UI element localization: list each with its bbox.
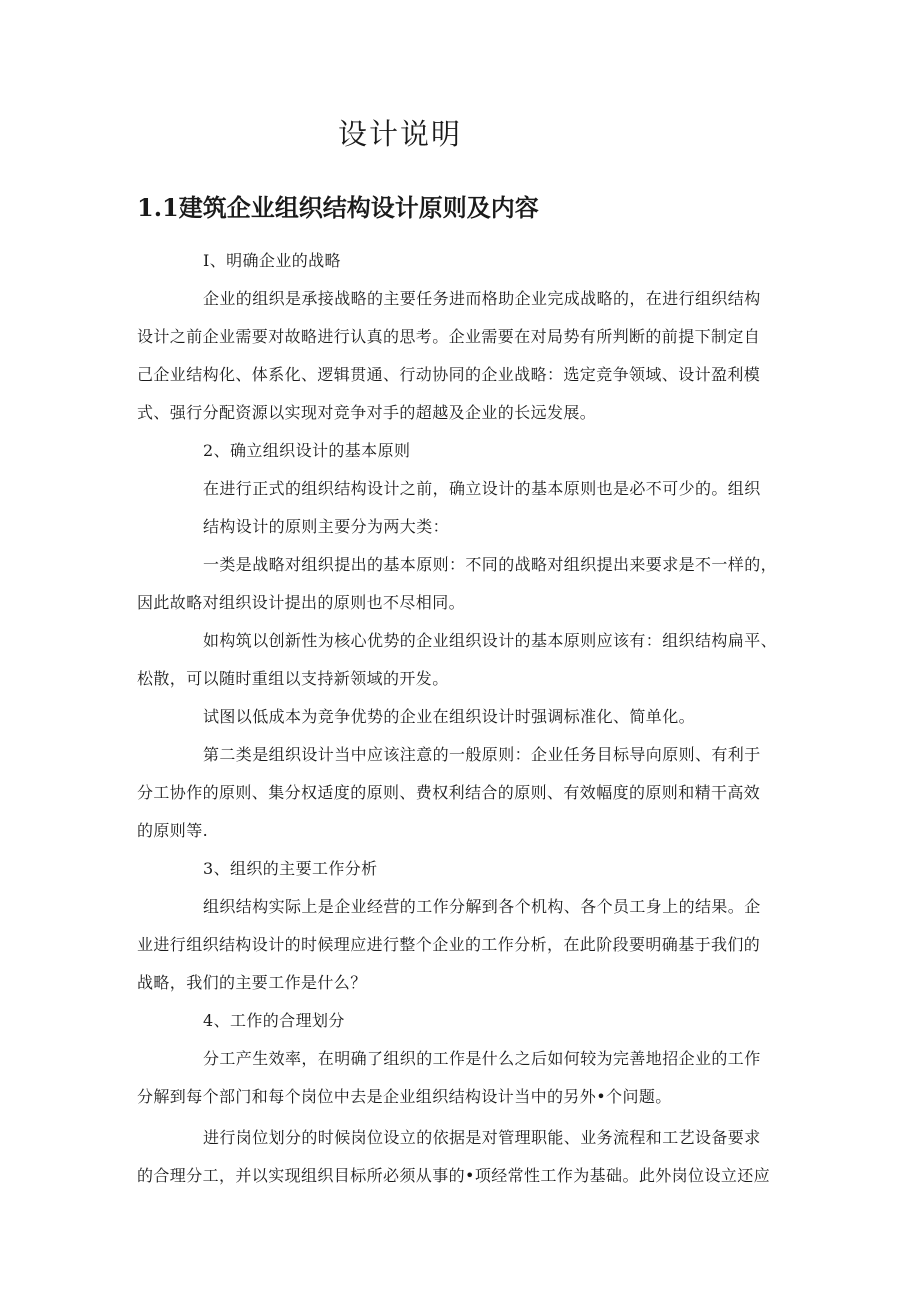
paragraph-line: 在进行正式的组织结构设计之前，确立设计的基本原则也是必不可少的。组织: [203, 479, 761, 498]
document-body: [137, 242, 799, 1195]
subheading-4: 4、工作的合理划分: [203, 1011, 345, 1030]
subheading-1: I、明确企业的战略: [203, 251, 341, 270]
section-heading: 1.1建筑企业组织结构设计原则及内容: [137, 193, 539, 222]
paragraph-line: 结构设计的原则主要分为两大类：: [203, 517, 450, 536]
subheading-3: 3、组织的主要工作分析: [203, 859, 378, 878]
paragraph-line: 式、强行分配资源以实现对竞争对手的超越及企业的长远发展。: [137, 403, 597, 422]
paragraph-line: 第二类是组织设计当中应该注意的一般原则：企业任务目标导向原则、有利于: [203, 745, 761, 764]
paragraph-line: 的原则等.: [137, 821, 209, 840]
subheading-2: 2、确立组织设计的基本原则: [203, 441, 411, 460]
paragraph-line: 己企业结构化、体系化、逻辑贯通、行动协同的企业战略：选定竞争领域、设计盈利模: [137, 365, 761, 384]
paragraph-line: 企业的组织是承接战略的主要任务进而格助企业完成战略的，在进行组织结构: [203, 289, 761, 308]
paragraph-line: 业进行组织结构设计的时候理应进行整个企业的工作分析，在此阶段要明确基于我们的: [137, 935, 761, 954]
paragraph-line: 分解到每个部门和每个岗位中去是企业组织结构设计当中的另外•个问题。: [137, 1087, 672, 1106]
paragraph-line: 分工产生效率，在明确了组织的工作是什么之后如何较为完善地招企业的工作: [203, 1049, 761, 1068]
document-title: 设计说明: [337, 117, 462, 151]
paragraph-line: 设计之前企业需要对故略进行认真的思考。企业需要在对局势有所判断的前提下制定自: [137, 327, 761, 346]
paragraph-line: 分工协作的原则、集分权适度的原则、费权利结合的原则、有效幅度的原则和精干高效: [137, 783, 761, 802]
paragraph-line: 组织结构实际上是企业经营的工作分解到各个机构、各个员工身上的结果。企: [203, 897, 761, 916]
paragraph-line: 如构筑以创新性为核心优势的企业组织设计的基本原则应该有：组织结构扁平、: [203, 631, 778, 650]
paragraph-line: 试图以低成本为竞争优势的企业在组织设计时强调标准化、简单化。: [203, 707, 696, 726]
paragraph-line: 的合理分工，并以实现组织目标所必须从事的•项经常性工作为基础。此外岗位设立还应: [137, 1166, 771, 1185]
paragraph-line: 一类是战略对组织提出的基本原则：不同的战略对组织提出来要求是不一样的，: [203, 555, 778, 574]
paragraph-line: 战略，我们的主要工作是什么？: [137, 973, 367, 992]
paragraph-line: 进行岗位划分的时候岗位设立的依据是对管理职能、业务流程和工艺设备要求: [203, 1128, 761, 1147]
paragraph-line: 因此故略对组织设计提出的原则也不尽相同。: [137, 593, 466, 612]
paragraph-line: 松散，可以随时重组以支持新领域的开发。: [137, 669, 449, 688]
